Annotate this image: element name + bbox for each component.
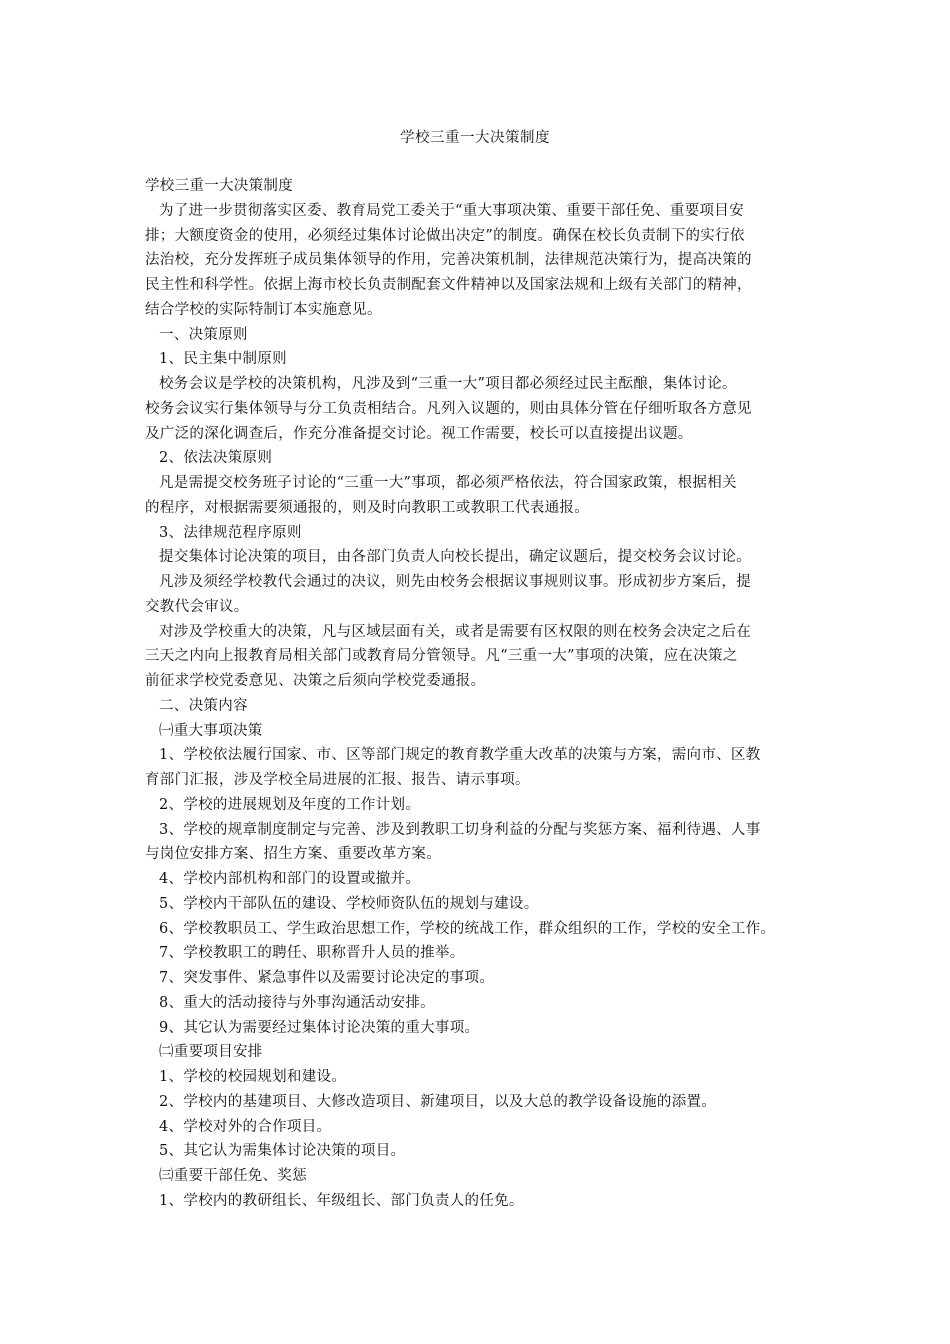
paragraph-line: 校务会议实行集体领导与分工负责相结合。凡列入议题的，则由具体分管在仔细听取各方意见 [145, 400, 752, 417]
paragraph-line: 2、学校内的基建项目、大修改造项目、新建项目，以及大总的教学设备设施的添置。 [159, 1093, 717, 1110]
paragraph-line: 7、突发事件、紧急事件以及需要讨论决定的事项。 [159, 970, 495, 986]
paragraph-line: 结合学校的实际特制订本实施意见。 [145, 301, 382, 318]
paragraph-line: 4、学校对外的合作项目。 [159, 1118, 332, 1135]
paragraph-line: 5、其它认为需集体讨论决策的项目。 [159, 1143, 406, 1160]
paragraph-line: 法治校，充分发挥班子成员集体领导的作用，完善决策机制，法律规范决策行为，提高决策的 [145, 252, 752, 269]
paragraph-line: 6、学校教职员工、学生政治思想工作，学校的统战工作，群众组织的工作，学校的安全工作。 [159, 920, 776, 937]
document-title: 学校三重一大决策制度 [400, 130, 550, 146]
paragraph-line: 及广泛的深化调查后，作充分准备提交讨论。视工作需要，校长可以直接提出议题。 [145, 425, 693, 442]
paragraph-line: 2、依法决策原则 [159, 450, 273, 467]
paragraph-line: 二、决策内容 [159, 697, 248, 714]
paragraph-line: 与岗位安排方案、招生方案、重要改革方案。 [145, 846, 441, 863]
paragraph-line: 三天之内向上报教育局相关部门或教育局分管领导。凡“三重一大”事项的决策，应在决策之 [145, 648, 738, 665]
paragraph-line: ㈡重要项目安排 [159, 1044, 263, 1061]
paragraph-line: ㈢重要干部任免、奖惩 [159, 1168, 307, 1184]
paragraph-line: 校务会议是学校的决策机构，凡涉及到“三重一大”项目都必须经过民主酝酿，集体讨论。 [159, 376, 737, 392]
paragraph-line: 为了进一步贯彻落实区委、教育局党工委关于“重大事项决策、重要干部任免、重要项目安 [159, 202, 744, 219]
paragraph-line: 1、民主集中制原则 [159, 351, 287, 368]
paragraph-line: 排；大额度资金的使用，必须经过集体讨论做出决定”的制度。确保在校长负责制下的实行依 [145, 227, 745, 244]
paragraph-line: 交教代会审议。 [145, 598, 249, 615]
paragraph-line: 3、法律规范程序原则 [159, 524, 302, 541]
paragraph-line: 的程序，对根据需要须通报的，则及时向教职工或教职工代表通报。 [145, 499, 589, 516]
paragraph-line: 学校三重一大决策制度 [145, 178, 293, 194]
paragraph-line: 1、学校的校园规划和建设。 [159, 1069, 347, 1085]
paragraph-line: 一、决策原则 [159, 326, 248, 343]
paragraph-line: 8、重大的活动接待与外事沟通活动安排。 [159, 994, 435, 1011]
paragraph-line: 3、学校的规章制度制定与完善、涉及到教职工切身利益的分配与奖惩方案、福利待遇、人事 [159, 821, 761, 838]
paragraph-line: 育部门汇报，涉及学校全局进展的汇报、报告、请示事项。 [145, 772, 530, 788]
paragraph-line: ㈠重大事项决策 [159, 722, 263, 739]
paragraph-line: 1、学校依法履行国家、市、区等部门规定的教育教学重大改革的决策与方案，需向市、区教 [159, 747, 761, 764]
paragraph-line: 凡是需提交校务班子讨论的“三重一大”事项，都必须严格依法，符合国家政策，根据相关 [159, 475, 737, 491]
paragraph-line: 7、学校教职工的聘任、职称晋升人员的推举。 [159, 945, 465, 962]
paragraph-line: 提交集体讨论决策的项目，由各部门负责人向校长提出，确定议题后，提交校务会议讨论。 [159, 549, 751, 566]
paragraph-line: 2、学校的进展规划及年度的工作计划。 [159, 796, 421, 813]
paragraph-line: 凡涉及须经学校教代会通过的决议，则先由校务会根据议事规则议事。形成初步方案后，提 [159, 574, 751, 590]
paragraph-line: 前征求学校党委意见、决策之后须向学校党委通报。 [145, 673, 486, 689]
paragraph-line: 4、学校内部机构和部门的设置或撤并。 [159, 871, 421, 887]
document-body [145, 174, 815, 1214]
paragraph-line: 9、其它认为需要经过集体讨论决策的重大事项。 [159, 1019, 480, 1036]
paragraph-line: 对涉及学校重大的决策，凡与区域层面有关，或者是需要有区权限的则在校务会决定之后在 [159, 623, 751, 640]
paragraph-line: 5、学校内干部队伍的建设、学校师资队伍的规划与建设。 [159, 895, 539, 912]
paragraph-line: 1、学校内的教研组长、年级组长、部门负责人的任免。 [159, 1192, 524, 1209]
paragraph-line: 民主性和科学性。依据上海市校长负责制配套文件精神以及国家法规和上级有关部门的精神， [145, 277, 752, 293]
